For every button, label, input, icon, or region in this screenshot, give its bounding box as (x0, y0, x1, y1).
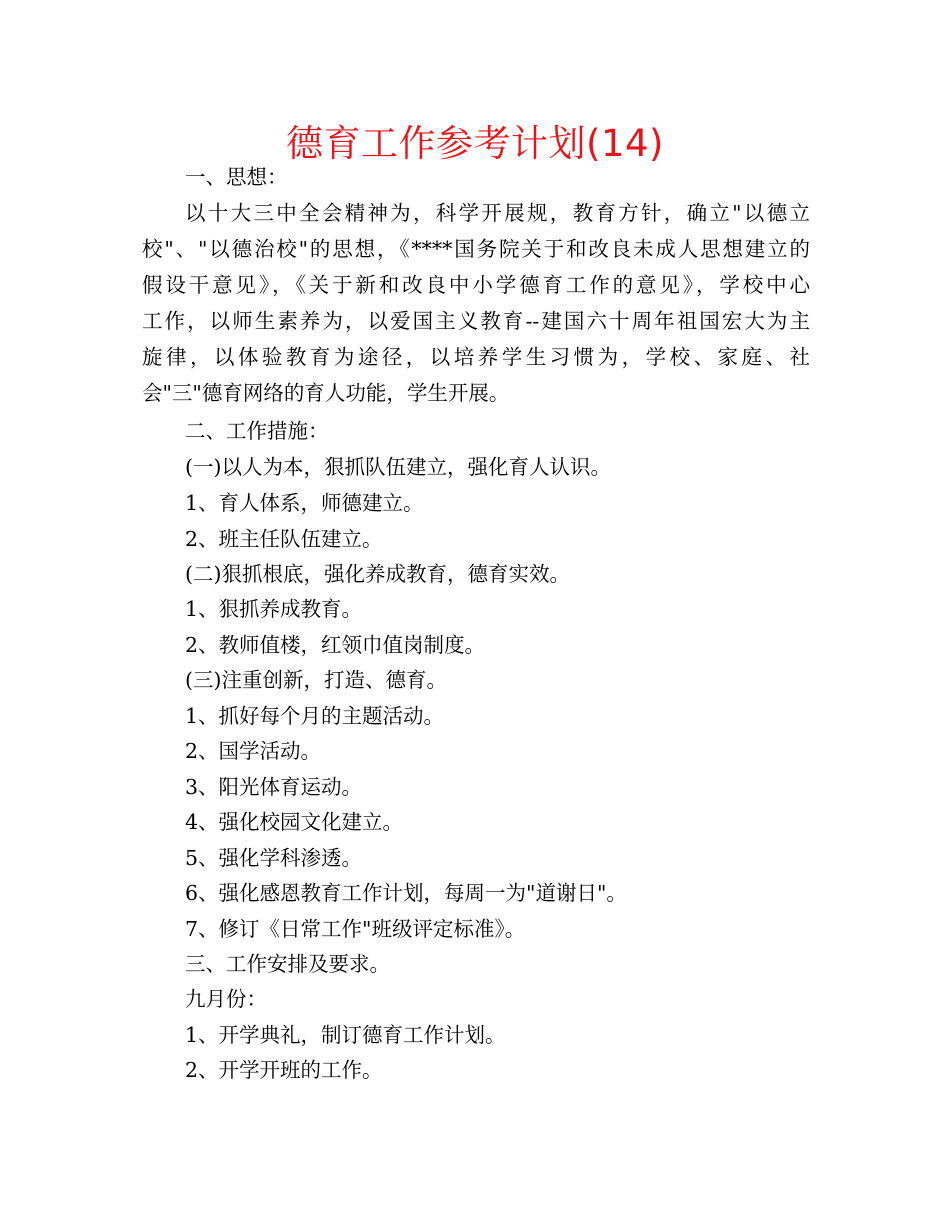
paragraph-line: 旋律，以体验教育为途径，以培养学生习惯为，学校、家庭、社 (142, 345, 810, 369)
list-item: 6、强化感恩教育工作计划，每周一为"道谢日"。 (185, 881, 627, 905)
document-title: 德育工作参考计划(14) (286, 122, 664, 165)
sub-heading: (一)以人为本，狠抓队伍建立，强化育人认识。 (185, 455, 611, 479)
list-item: 1、狠抓养成教育。 (185, 597, 363, 621)
paragraph-line: 假设干意见》，《关于新和改良中小学德育工作的意见》，学校中心 (142, 273, 810, 297)
list-item: 2、班主任队伍建立。 (185, 527, 383, 551)
sub-heading: (三)注重创新，打造、德育。 (185, 668, 447, 692)
list-item: 7、修订《日常工作"班级评定标准》。 (185, 917, 526, 941)
paragraph-line: 以十大三中全会精神为，科学开展规，教育方针，确立"以德立 (185, 201, 810, 225)
list-item: 1、开学典礼，制订德育工作计划。 (185, 1023, 506, 1047)
section-heading: 二、工作措施： (185, 419, 329, 443)
list-item: 2、开学开班的工作。 (185, 1058, 383, 1082)
paragraph-line: 会"三"德育网络的育人功能，学生开展。 (142, 381, 510, 405)
list-item: 5、强化学科渗透。 (185, 846, 363, 870)
list-item: 1、育人体系，师德建立。 (185, 491, 424, 515)
month-heading: 九月份： (185, 987, 267, 1011)
paragraph-line: 工作，以师生素养为，以爱国主义教育--建国六十周年祖国宏大为主 (142, 309, 810, 333)
paragraph-line: 校"、"以德治校"的思想，《****国务院关于和改良未成人思想建立的 (142, 237, 810, 261)
section-heading: 一、思想： (185, 165, 288, 189)
list-item: 3、阳光体育运动。 (185, 775, 363, 799)
list-item: 2、国学活动。 (185, 739, 322, 763)
sub-heading: (二)狠抓根底，强化养成教育，德育实效。 (185, 562, 570, 586)
list-item: 2、教师值楼，红领巾值岗制度。 (185, 633, 486, 657)
section-heading: 三、工作安排及要求。 (185, 952, 390, 976)
list-item: 1、抓好每个月的主题活动。 (185, 704, 445, 728)
list-item: 4、强化校园文化建立。 (185, 810, 404, 834)
